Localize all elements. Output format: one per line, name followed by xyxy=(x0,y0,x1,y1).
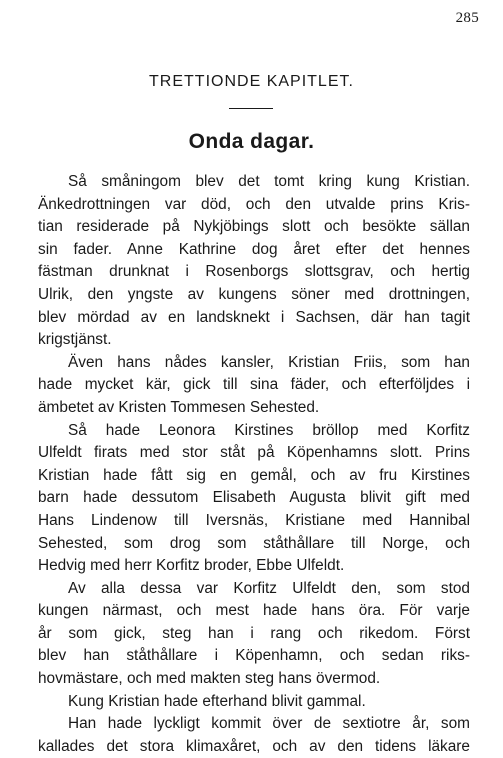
text-line: Kung Kristian hade efterhand blivit gammal. xyxy=(68,692,366,710)
text-line: Sehested, som drog som ståthållare till Norge, och xyxy=(38,534,470,552)
paragraph xyxy=(38,352,470,420)
text-line: sin fader. Anne Kathrine dog året efter det hennes xyxy=(38,240,470,258)
text-line: Ulrik, den yngste av kungens söner med drottningen, xyxy=(38,285,470,303)
text-line: hovmästare, och med makten steg hans övermod. xyxy=(38,670,381,688)
text-line: ämbetet av Kristen Tommesen Sehested. xyxy=(38,398,320,416)
text-line: Så småningom blev det tomt kring kung Kristian. xyxy=(68,173,470,190)
text-line: Av alla dessa var Korfitz Ulfeldt den, som stod xyxy=(68,579,470,597)
text-line: år som gick, steg han i rang och rikedom. Först xyxy=(38,624,470,642)
divider-rule xyxy=(229,108,273,109)
chapter-heading: TRETTIONDE KAPITLET. xyxy=(149,73,354,90)
paragraph xyxy=(38,420,470,578)
page-number: 285 xyxy=(455,10,479,26)
paragraph xyxy=(38,578,470,691)
text-line: kungen närmast, och mest hade hans öra. För varje xyxy=(38,602,470,620)
text-line: Ulfeldt firats med stor ståt på Köpenhamns slott. Prins xyxy=(38,444,470,462)
text-line: Hans Lindenow till Iversnäs, Kristiane med Hannibal xyxy=(38,511,470,529)
text-line: krigstjänst. xyxy=(38,331,112,349)
text-line: Så hade Leonora Kirstines bröllop med Korfitz xyxy=(68,421,470,439)
text-line: Även hans nådes kansler, Kristian Friis, som han xyxy=(68,353,470,371)
section-title: Onda dagar. xyxy=(188,130,315,153)
text-line: hade mycket kär, gick till sina fäder, och efterföljdes i xyxy=(38,376,470,394)
text-line: kallades det stora klimaxåret, och av den tidens läkare xyxy=(38,737,470,755)
text-line: Hedvig med herr Korfitz broder, Ebbe Ulfeldt. xyxy=(38,557,345,575)
text-line: Änkedrottningen var död, och den utvalde prins Kris- xyxy=(38,195,470,213)
paragraph xyxy=(38,713,470,758)
paragraph xyxy=(38,691,470,714)
text-line: tian residerade på Nykjöbings slott och besökte sällan xyxy=(38,218,470,236)
text-line: blev han ståthållare i Köpenhamn, och sedan riks- xyxy=(38,647,470,665)
text-line: blev mördad av en landsknekt i Sachsen, där han tagit xyxy=(38,308,470,326)
body-text xyxy=(38,171,470,758)
text-line: Han hade lyckligt kommit över de sextiotre år, som xyxy=(68,715,470,733)
text-line: fästman drunknat i Rosenborgs slottsgrav, och hertig xyxy=(38,263,470,281)
text-line: Kristian hade fått sig en gemål, och av fru Kirstines xyxy=(38,466,470,484)
paragraph xyxy=(38,171,470,352)
text-line: barn hade dessutom Elisabeth Augusta blivit gift med xyxy=(38,489,470,507)
